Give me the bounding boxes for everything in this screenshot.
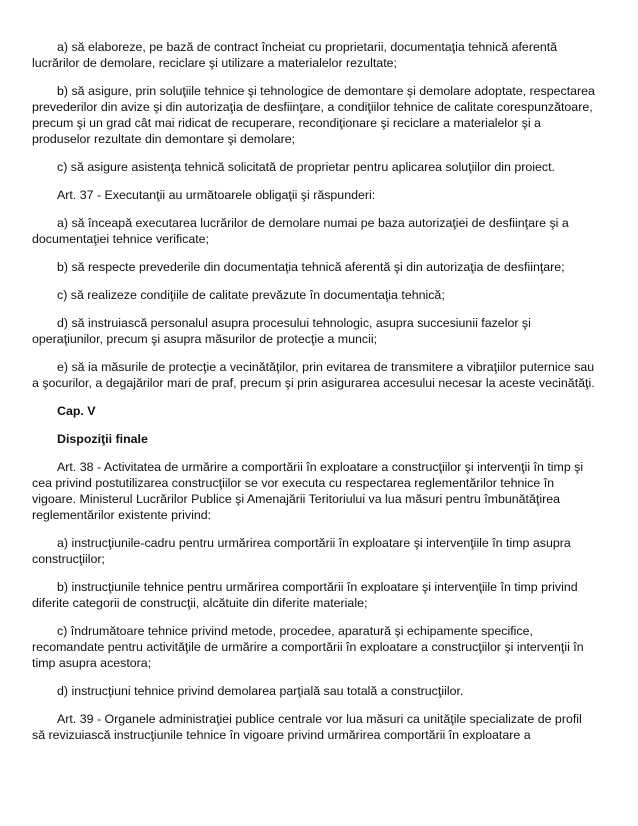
paragraph-art37-d: d) să instruiască personalul asupra procesului tehnologic, asupra succesiunii fazelor şi operaţiunilor, precum şi asupra măsurilor de protecţie a muncii; [32, 316, 531, 346]
paragraph-art38-a: a) instrucţiunile-cadru pentru urmărirea comportării în exploatare şi intervenţiile în timp asupra construcţiilor; [32, 536, 571, 566]
paragraph-art37-e: e) să ia măsurile de protecţie a vecinătăţilor, prin evitarea de transmitere a vibraţiilor puternice sau a şocurilor, a degajărilor mari de praf, precum şi prin asigurarea accesului necesar la aceste vecinătăţi. [32, 360, 595, 390]
paragraph-art36-b: b) să asigure, prin soluţiile tehnice şi tehnologice de demontare şi demolare adoptate, respectarea prevederilor din avize şi din autorizaţia de desfiinţare, a condiţiilor tehnice de calitate corespunzătoare, precum şi un grad cât mai ridicat de recuperare, recondiţionare şi reciclare a materialelor şi a produselor rezultate din demontare şi demolare; [32, 84, 595, 146]
paragraph-art37-a: a) să înceapă executarea lucrărilor de demolare numai pe baza autorizaţiei de desfiinţare şi a documentaţiei tehnice verificate; [32, 216, 569, 246]
paragraph-art38-intro: Art. 38 - Activitatea de urmărire a comportării în exploatare a construcţiilor şi intervenţii în timp şi cea privind postutilizarea construcţiilor se vor executa cu respectarea reglementărilor tehnice în vigoare. Ministerul Lucrărilor Publice şi Amenajării Teritoriului va lua măsuri pentru îmbunătăţirea reglementărilor existente privind: [32, 460, 584, 522]
paragraph-art37-b: b) să respecte prevederile din documentaţia tehnică aferentă şi din autorizaţia de desfiinţare; [57, 260, 565, 274]
section-heading: Dispoziţii finale [57, 432, 148, 446]
document-page [32, 39, 597, 755]
paragraph-art37-intro: Art. 37 - Executanţii au următoarele obligaţii şi răspunderi: [57, 188, 376, 202]
paragraph-art37-c: c) să realizeze condiţiile de calitate prevăzute în documentaţia tehnică; [57, 288, 445, 302]
chapter-heading: Cap. V [57, 404, 96, 418]
paragraph-art36-a: a) să elaboreze, pe bază de contract încheiat cu proprietarii, documentaţia tehnică aferentă lucrărilor de demolare, reciclare şi utilizare a materialelor rezultate; [32, 40, 558, 70]
paragraph-art38-b: b) instrucţiunile tehnice pentru urmărirea comportării în exploatare şi intervenţiile în timp privind diferite categorii de construcţii, alcătuite din diferite materiale; [32, 580, 578, 610]
paragraph-art39: Art. 39 - Organele administraţiei publice centrale vor lua măsuri ca unităţile specializate de profil să revizuiască instrucţiunile tehnice în vigoare privind urmărirea comportării în exploatare a [32, 712, 582, 742]
paragraph-art38-c: c) îndrumătoare tehnice privind metode, procedee, aparatură şi echipamente specifice, recomandate pentru activităţile de urmărire a comportării în exploatare a construcţiilor şi intervenţii în timp asupra acestora; [32, 624, 584, 670]
paragraph-art38-d: d) instrucţiuni tehnice privind demolarea parţială sau totală a construcţiilor. [57, 684, 464, 698]
paragraph-art36-c: c) să asigure asistenţa tehnică solicitată de proprietar pentru aplicarea soluţiilor din proiect. [57, 160, 555, 174]
